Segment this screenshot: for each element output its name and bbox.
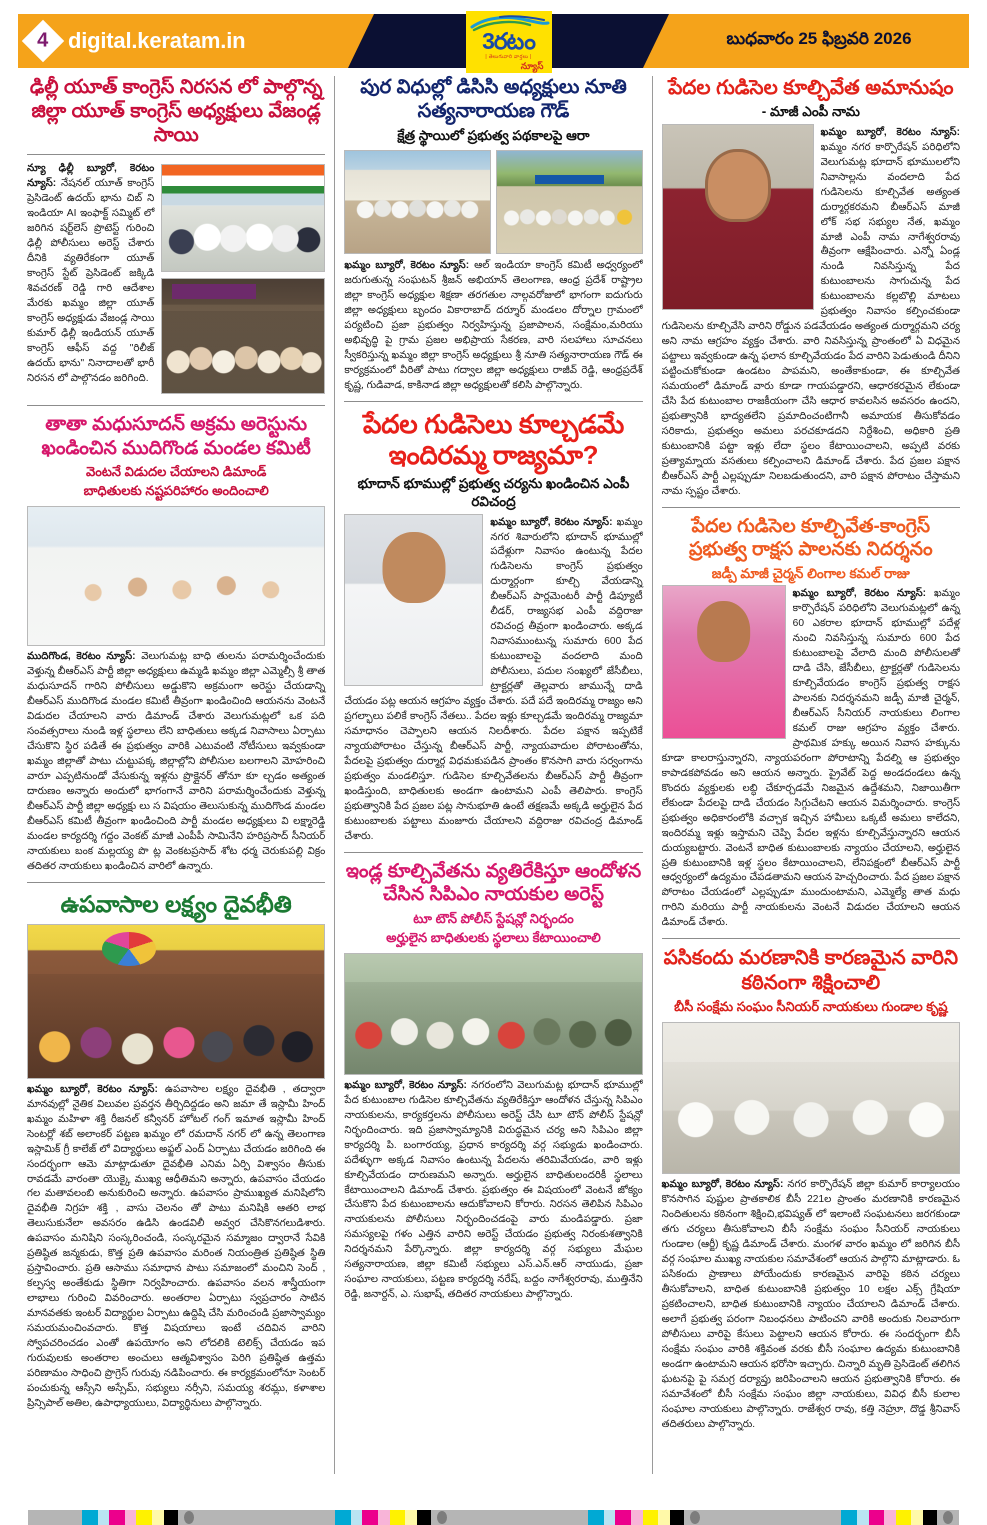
article-upavasala-lakshyam xyxy=(27,890,325,1413)
colorbar-cyan-light-block xyxy=(98,1510,110,1525)
rule-divider xyxy=(27,154,325,155)
masthead xyxy=(18,14,969,71)
site-url[interactable]: digital.keratam.in xyxy=(68,28,246,53)
colorbar-black-block xyxy=(670,1510,684,1525)
photo-group xyxy=(662,124,814,310)
page-number: 4 xyxy=(37,30,49,52)
colorbar-registration-dot xyxy=(684,1510,706,1525)
colorbar-cyan-block xyxy=(335,1510,350,1525)
headline: పసికందు మరణానికి కారణమైన వారిని కఠినంగా శిక్షించాలి xyxy=(663,947,959,994)
colorbar-cyan-block xyxy=(841,1510,856,1525)
body-copy: ఖమ్మం నగర శివారులోని భూదాన్ భూముల్లో పదేళ్లుగా నివాసం ఉంటున్న పేదల గుడిసెలను కాంగ్రెస్ ప్రభుత్వం దుర్మార్గంగా కూల్చి వేయడాన్ని బీఆర్ఎస్ పార్లమెంటరీ పార్టీ డిప్యూటీ లీడర్, రాజ్యసభ ఎంపీ వద్దిరాజు రవిచంద్ర తీవ్రంగా ఖండించారు. అక్కడ నివాసముంటున్న సుమారు 600 పేద కుటుంబాలపై వందలాది మంది పోలీసులు, పదుల సంఖ్యలో జేసీబీలు, ట్రాక్టర్లతో తెల్లవారు జామున్నే దాడి చేయడం పట్ల ఆయన ఆగ్రహం వ్యక్తం చేశారు. పదే పదే ఇందిరమ్మ రాజ్యం అని ప్రగల్భాలు పలికే కాంగ్రెస్ నేతలు.. పేదల ఇళ్లు కూల్చడమే ఇందిరమ్మ రాజ్యమా సమాధానం చెప్పాలని ఆయన నిలదీశారు. పేదల పక్షాన ఇప్పటికే న్యాయపోరాటం చేస్తున్న బీఆర్ఎస్ పార్టీ, న్యాయవాదుల పోరాటంతోను, పేదలపై ప్రభుత్వం దుర్మార్గ విధమకుపడిన ప్రాంతం కొనసాగి వారు సర్వంగాను ప్రభుత్వం మండలిస్తూ. గుడిసెల కూల్చివేతలను బీఆర్ఎస్ పార్టీ తీవ్రంగా ఖండిస్తుంది, బాధితులకు అండగా ఉంటామని ఎంపీ తెలిపారు. కాంగ్రెస్ ప్రభుత్వానికి పేద ప్రజల పట్ల సానుభూతి ఉంటే తక్షణమే అక్కడి అర్హులైన పేద కుటుంబాలకు పట్టాలు మంజూరు చేయాలని వద్దిరాజు రవిచంద్ర డిమాండ్ చేశారు. xyxy=(344,516,643,843)
headline: పుర విధుల్లో డిసిసి అధ్యక్షులు నూతి సత్యనారాయణ గౌడ్ xyxy=(360,76,627,122)
village-visit-photo xyxy=(344,150,491,254)
byline: ముదిగొండ, కెరటం న్యూస్: xyxy=(27,650,136,662)
colorbar-magenta-light-block xyxy=(125,1510,137,1525)
subhead: క్షేత్ర స్థాయిలో ప్రభుత్వ పథకాలపై ఆరా xyxy=(397,127,590,143)
colorbar-cyan-block xyxy=(82,1510,97,1525)
article-dcc-president-tour xyxy=(344,76,642,394)
column-3 xyxy=(653,76,969,1474)
colorbar-gray-block xyxy=(200,1510,336,1525)
subhead: అర్హులైన బాధితులకు స్థలాలు కేటాయించాలి xyxy=(386,930,601,946)
colorbar-yellow-light-block xyxy=(658,1510,670,1525)
rule-divider xyxy=(27,405,325,406)
logo-wordmark: 3రటం xyxy=(482,28,535,54)
keratam-logo[interactable] xyxy=(466,11,552,73)
indian-youth-congress-rally-photo xyxy=(161,278,325,394)
colorbar-black-block xyxy=(417,1510,431,1525)
body-copy: ఖమ్మం కార్పొరేషన్ పరిధిలోని వెలుగుమట్లలో ఉన్న 60 ఎకరాల భూదాన్ భూముల్లో పదేళ్ల నుంచి నివసిస్తున్న సుమారు 600 పేద కుటుంబాలపై వేలాది మంది పోలీసులతో దాడి చేసి, జేసీబీలు, ట్రాక్టర్లతో గుడిసెలను కూల్చివేయడం కాంగ్రెస్ ప్రభుత్వ రాక్షస పాలనకు నిదర్శనమని జడ్పీ మాజీ చైర్మన్, బీఆర్ఎస్ సీనియర్ నాయకులు లింగాల కమల్ రాజు ఆగ్రహం వ్యక్తం చేశారు. ప్రాథమిక హక్కు అయిన నివాస హక్కును కూడా కాలరాస్తున్నారని, న్యాయపరంగా పోరాటాన్ని పేదల్ని ఆ ప్రభుత్వం కాపాడకపోవడం అని ఆయన అన్నారు. ప్రైవేట్ పెద్ద అండదండలు ఉన్న కొందరు వ్యక్తులకు లబ్ధి చేకూర్చడమే నిజమైన ఉద్దేశమని, నిజాయితీగా లేకుండా పేదలపై దాడి చేయడం సిగ్గుచేటని ఆయన విమర్శించారు. కాంగ్రెస్ ప్రభుత్వం అధికారంలోకి వచ్చాక ఇచ్చిన హామీలు ఒక్కటీ అమలు కాలేదని, ఇందిరమ్మ ఇళ్లు ఇస్తామని చెప్పి పేదల ఇళ్లను కూల్చివేస్తున్నారని ఆయన దుయ్యబట్టారు. వెంటనే బాధిత కుటుంబాలకు న్యాయం చేయాలని, అర్హులైన ప్రతి కుటుంబానికి ఇళ్ల స్థలం కేటాయించాలని, లేనిపక్షంలో బీఆర్ఎస్ పార్టీ ఆధ్వర్యంలో ఉద్యమం చేపడతామని ఆయన హెచ్చరించారు. పేద ప్రజల పక్షాన పోరాటం చేయడంలో ఎల్లప్పుడూ ముందుంటామని, ఎమ్మెల్యే తాత మధు గారిని మరియు పార్టీ నాయకులను వెంటనే విడుదల చేయాలని ఆయన డిమాండ్ చేశారు. xyxy=(661,587,960,929)
byline: ఖమ్మం బ్యూరో, కెరటం న్యూస్: xyxy=(820,126,960,138)
headline: ఢిల్లీ యూత్ కాంగ్రెస్ నిరసన లో పాల్గొన్న జిల్లా యూత్ కాంగ్రెస్ అధ్యక్షులు వేజండ్ల సాయి xyxy=(29,76,323,146)
subhead: టూ టౌన్ పోలీస్ స్టేషన్లో నిర్భందం xyxy=(413,910,574,926)
article-body xyxy=(344,259,642,394)
body-copy: ఉపవాసాల లక్ష్యం దైవభీతి , తద్వారా మానవుల్లో నైతిక విలువల ప్రవర్తన తీర్చిదిద్దడం అని జమా తే ఇస్లామీ హింద్ ఖమ్మం మహిళా శక్తి రీజనల్ కన్వీనర్ హోటల్ గంగ్ ఇమాత ఇస్లామీ హింద్ సెంటర్లో శబ్ అలాంకర్ పట్టణ ఖమ్మం లో రమదాన్ నగర్ లో ఉన్న తెలంగాణ ఇస్లామిక్ గ్రీ కాలేజ్ లో విద్యార్థులు అఫ్జల్ ఎంద్ ఏర్పాటు చేయడం జరిగింది ఈ సందర్భంగా ఆమె మాట్లాడుతూ దైవభీతి ఎనిమ ఏర్పి విశ్వాసం తీసుకు రావడమే వారంతా యొక్కై ముఖ్య ఆధీతిమని అన్నారు, ఉపవాసం చేయడం గల మతావలంబి అనుకురించి అన్నారు. ఉపవాసం ప్రాముఖ్యత మనిషిలోని దైవభీతి నిగ్రహ శక్తి , వాసు చెలనం తో పాటు మనిషికి ఆతరి లాభ తెలుసుకునేలా అవసరం ఉడిసి ఉండవిలీ అవ్వర చేసికొనగలుడిశారు. ఉపవాసం మనిషిని సంస్కరించండి, సంస్కరమైన సమ్మాజం ద్వారానే సేవికి ప్రతిష్ఠిత జన్మకుడు, కొత్త ప్రతి ఉపవాసం మరింత నియంత్రిత ప్రతిష్ఠిత స్థితి ప్రస్తావించారు. ప్రతి ఆసాము సమాధాన పాటు సమాజంలో మంచిని సెంద్ , కల్పస్వ అంతేకుడు స్థితిగా నిర్వహించారు. ఉపవాసం వలన శాస్త్రీయంగా లాభాలు గురించి వివరించారు. అంతరాల ఏర్పాటు స్వప్రచారం సాటిన మానవతకు ఇంటర్ విద్యార్థుల ఏర్పాటు ఉద్దిషి చేసి మరించండి ప్రజాస్వామ్యం సమయమంచింవచారు. కొత్త విషయాలు ఇంటే చదివిన వారిని స్వోపచరించడం ఎంతో ఉపయోగం అని లోదలికి టెలిక్స్ చేయడం ఇప గురువులకు అంతరాల అంచులు ఆత్మవిశ్వాసం పెరిగి ప్రతిష్ఠిత ఉత్తమ పరిణామం సాధించి ప్రొగ్రెస్ గురువు నడిపించారు. ఈ కార్యక్రమంలోనూ సెంటర్ పంచుకున్న ఆస్సీని అస్సేమ్, సభ్యులు నర్సీని, సమయ్య శరమ్లు, కళాశాల ప్రిన్సిపాల్ అతిల, ఉపాధ్యాయులు, విద్యార్థినులు పాల్గొన్నారు. xyxy=(27,1083,326,1410)
colorbar-gray-block xyxy=(706,1510,842,1525)
body-copy: ఆల్ ఇండియా కాంగ్రెస్ కమిటీ అధ్వర్యంలో జరుగుతున్న సంఘటన్ శ్రీజన్ అభియాన్ తెలంగాణ, ఆంధ్ర ప్రదేశ్ రాష్ట్రాల జిల్లా కాంగ్రెస్ అధ్యక్షుల శిక్షణా తరగతుల నాల్గవరోజులో భాగంగా ఐదుగురు జిల్లా అధ్యక్షులు బృందం వికారాబాద్ దర్శూర్ మండలం దోర్నాల గ్రామంలో పర్యటించి ప్రజా ప్రభుత్వం నిర్వహిస్తున్న ప్రజాపాలన, సంక్షేమం,మరియు అభివృద్ధి పై గ్రామ ప్రజల అభిప్రాయ సేకరణ, వారి సలహాలు సూచనలు స్వీకరిస్తున్న ఖమ్మం జిల్లా కాంగ్రెస్ అధ్యక్షులు శ్రీ నూతి సత్యనారాయణ గౌడ్ ఈ కార్యక్రమంలో వీరితో పాటు గద్వాల జిల్లా అధ్యక్షులు రాజీవ్ రెడ్డి, ఆంధ్రప్రదేశ్ కృష్ణ, గుడివాడ, కాకినాడ జిల్లా అధ్యక్షులతో కలిసి పాల్గొన్నారు. xyxy=(344,259,643,391)
byline: ఖమ్మం బ్యూరో, కెరటం న్యూస్: xyxy=(344,259,470,271)
colorbar-magenta-block xyxy=(109,1510,124,1525)
headline: ఉపవాసాల లక్ష్యం దైవభీతి xyxy=(60,890,292,917)
colorbar-cyan-light-block xyxy=(351,1510,363,1525)
colorbar-cyan-block xyxy=(588,1510,603,1525)
headline: పేదల గుడిసెల కూల్చివేత అమానుషం xyxy=(668,77,954,99)
colorbar-yellow-block xyxy=(643,1510,658,1525)
subhead: బాధితులకు నష్టపరిహారం అందించాలి xyxy=(83,483,269,499)
headline: పేదల గుడిసెల కూల్చివేత-కాంగ్రెస్ ప్రభుత్వ రాక్షస పాలనకు నిదర్శనం xyxy=(689,516,933,561)
masthead-left xyxy=(18,14,348,68)
photo-group xyxy=(161,164,325,394)
photo-group xyxy=(344,514,483,686)
colorbar-magenta-block xyxy=(615,1510,630,1525)
column-2 xyxy=(335,76,651,1474)
article-cpm-leaders-arrest xyxy=(344,860,642,1303)
article-body xyxy=(27,1083,325,1413)
colorbar-yellow-light-block xyxy=(405,1510,417,1525)
colorbar-registration-dot xyxy=(178,1510,200,1525)
colorbar-gray-block xyxy=(453,1510,589,1525)
headline: ఇండ్ల కూల్చివేతను వ్యతిరేకిస్తూ ఆందోళన చేసిన సిపిఎం నాయకుల అరెస్ట్ xyxy=(345,861,642,906)
upper-primary-school-photo xyxy=(496,150,643,254)
bc-leaders-panel-photo xyxy=(662,1022,960,1174)
subhead: బీసీ సంక్షేమ సంఘం సీనియర్ నాయకులు గుండాల కృష్ణ xyxy=(674,999,948,1015)
article-pedala-gudisela-amanusham xyxy=(662,76,960,500)
colorbar-black-block xyxy=(164,1510,178,1525)
womens-meeting-hall-photo xyxy=(27,924,325,1079)
rule-divider xyxy=(662,507,960,508)
rule-divider xyxy=(27,882,325,883)
article-indiramma-rajyama xyxy=(344,409,642,846)
logo-tagline: | తెలుగువారి వార్తలు | xyxy=(485,54,532,60)
byline: న్యూ ఢిల్లీ బ్యూరో, కెరటం న్యూస్: xyxy=(27,163,155,190)
flag-tent-protest-photo xyxy=(161,164,325,272)
colorbar-magenta-block xyxy=(362,1510,377,1525)
article-congress-rakshasa-palana xyxy=(662,515,960,931)
body-copy: నగర కార్పొరేషన్ జిల్లా కుమార్ కార్యాలయం కొనసాగిన పుష్టుల ప్రాతకాలిక బీసీ 221ల ప్రాంతం మరణానికి కారణమైన నిందితులను కఠినంగా శిక్షించి,భవిష్యత్ లో ఇలాంటి సంఘటనలు జరగకుండా తగు చర్యలు తీసుకోవాలని బీసీ సంక్షేమ సంఘం సీనియర్ నాయకులు గుండాల (ఆర్జీ) కృష్ణ డిమాండ్ చేశారు. మంగళ వారం ఖమ్మం లో జరిగిన బీసీ వర్గ సంఘాల ముఖ్య నాయకుల సమావేశంలో ఆయన పాల్గొని మాట్లాడారు. ఓ పసికందు ప్రాణాలు పోయేందుకు కారణమైన వారిపై కఠిన చర్యలు తీసుకోవాలని, బాధిత కుటుంబానికి ప్రభుత్వం 10 లక్షల ఎక్స్ గ్రేషియా ప్రకటించాలని, బాధిత కుటుంబానికి న్యాయం చేయాలని డిమాండ్ చేశారు. అలాగే ప్రభుత్వ పరంగా నిబంధనలు పాటించని వారికి అందుకు నిలవారుగా పోలీసులు వారిపై కేసులు పెట్టాలని ఆయన కోరారు. ఈ సందర్భంగా బీసీ సంక్షేమ సంఘం వారికి శక్తివంత వరకు బీసీ సంఘాల ఉద్యమ కుటుంబానికి అండగా ఉంటామని ఆయన భరోసా ఇచ్చారు. చిన్నారి మృతి ప్రెసిడెంట్ తలిగిన ఘటనపై పై సమగ్ర దర్యాప్తు జరిపించాలని ఆయన ప్రభుత్వానికి కోరారు. ఈ సమావేశంలో బీసీ సంక్షేమ సంఘం జిల్లా నాయకులు, వివిధ బీసీ కులాల సంఘాల నాయకులు పాల్గొన్నారు. రాజేశ్వర రావు, కత్తి నెహ్రూ, దొడ్డ శ్రీనివాస్ తదితరులు పాల్గొన్నారు. xyxy=(661,1178,960,1430)
photo-group xyxy=(662,585,786,739)
body-copy: నగరంలోని వెలుగుమట్ల భూదాన్ భూముల్లో పేద కుటుంబాల గుడిసెల కూల్చివేతను వ్యతిరేకిస్తూ ఆందోళన చేస్తున్న సిపిఎం నాయకులను, కార్యకర్తలను పోలీసులు అరెస్ట్ చేసి టూ టౌన్ పోలీస్ స్టేషన్లో నిర్భందించారు. ఇది ప్రజాస్వామ్యానికి విరుద్ధమైన చర్య అని సిపిఎం జిల్లా కార్యదర్శి పి. బంగారయ్య, ప్రధాన కార్యదర్శి వర్గ సభ్యుడు ఖండించారు. పదేళ్ళుగా అక్కడ నివాసం ఉంటున్న పేదలను తరిమివేయడం, వారి ఇళ్లు కూల్చివేయడం దారుణమని అన్నారు. అర్హులైన బాధితులందరికీ స్థలాలు కేటాయించాలని డిమాండ్ చేశారు. ప్రభుత్వం ఈ విషయంలో వెంటనే జోక్యం చేసుకొని పేద కుటుంబాలను ఆదుకోవాలని కోరారు. నిరసన తెలిపిన సిపిఎం నాయకులను పోలీసులు నిర్భందించడంపై వారు మండిపడ్డారు. ప్రజా సమస్యలపై గళం ఎత్తిన వారిని అరెస్ట్ చేయడం ప్రభుత్వ నిరంకుశత్వానికి నిదర్శనమని పేర్కొన్నారు. జిల్లా కార్యదర్శి వర్గ సభ్యులు మేఘల సత్యనారాయణ, జిల్లా కమిటీ సభ్యులు ఎస్.ఎన్.ఆర్ నాయుడు, ప్రజా సంఘాల నాయకులు, పట్టణ కార్యదర్శి నరేష్, బద్దం నాగేశ్వరరావు, ముత్తినేని రెడ్డి, జనార్దన్, ఎ. సుభాష్, తదితర నాయకులు పాల్గొన్నారు. xyxy=(344,1079,643,1301)
logo-news-label: న్యూస్ xyxy=(520,61,544,71)
column-grid xyxy=(18,76,969,1474)
kamal-raju-portrait-photo xyxy=(662,585,786,739)
headline: పేదల గుడిసెలు కూల్చడమే ఇందిరమ్మ రాజ్యమా? xyxy=(362,408,625,471)
subhead: భూదాన్ భూముల్లో ప్రభుత్వ చర్యను ఖండించిన ఎంపీ రవిచంద్ర xyxy=(357,476,630,510)
colorbar-registration-dot xyxy=(937,1510,959,1525)
colorbar-magenta-block xyxy=(869,1510,884,1525)
former-mp-nama-portrait-photo xyxy=(662,124,814,310)
colorbar-magenta-light-block xyxy=(884,1510,896,1525)
brs-leaders-group-photo xyxy=(27,506,325,646)
headline: తాతా మధుసూదన్ అక్రమ అరెస్టును ఖండించిన ముదిగొండ మండల కమిటీ xyxy=(41,414,311,459)
colorbar-cyan-light-block xyxy=(604,1510,616,1525)
colorbar-cyan-light-block xyxy=(857,1510,869,1525)
article-pasikandu-maranam xyxy=(662,946,960,1432)
subhead: జడ్పీ మాజీ చైర్మన్ లింగాల కమల్ రాజు xyxy=(711,565,910,581)
article-body xyxy=(344,1079,642,1304)
colorbar-gray-block xyxy=(28,1510,82,1525)
byline: ఖమ్మం బ్యూరో, కెరటం న్యూస్: xyxy=(27,1083,158,1095)
byline: ఖమ్మం బ్యూరో, కెరటం న్యూస్: xyxy=(661,1178,784,1190)
rule-divider xyxy=(344,401,642,402)
photo-group xyxy=(344,150,642,254)
subhead: వెంటనే విడుదల చేయాలని డిమాండ్ xyxy=(86,463,267,479)
body-copy: నేషనల్ యూత్ కాంగ్రెస్ ప్రెసిడెంట్ ఉదయ్ భాను చిబ్ ని ఇండియా AI ఇంఫాక్ట్ సమ్మిట్ లో జరిగిన షర్ట్‌లెస్ ప్రొటెస్ట్ గురించి ఢిల్లీ పోలీసులు అరెస్ట్ చేశారు దీనికి వ్యతిరేకంగా యూత్ కాంగ్రెస్ స్టేట్ ప్రెసిడెంట్ జక్కిడి శివచరణ్ రెడ్డి గారి ఆదేశాల మేరకు ఖమ్మం జిల్లా యూత్ కాంగ్రెస్ అధ్యక్షుడు వేజండ్ల సాయి కుమార్ ఢిల్లీ ఇండియన్ యూత్ కాంగ్రెస్ ఆఫీస్ వద్ద "రిలీజ్ ఉదయ్ భాను" నినాదాలతో భారీ నిరసన లో పాల్గొనడం జరిగింది. xyxy=(27,178,155,385)
colorbar-magenta-light-block xyxy=(631,1510,643,1525)
byline: ఖమ్మం బ్యూరో, కెరటం న్యూస్: xyxy=(490,516,613,528)
article-body xyxy=(662,1178,960,1433)
page-number-badge xyxy=(22,20,64,62)
colorbar-registration-dot xyxy=(431,1510,453,1525)
newspaper-page xyxy=(0,14,987,1525)
print-registration-colorbar xyxy=(28,1510,959,1525)
article-body xyxy=(27,650,325,875)
colorbar-yellow-block xyxy=(390,1510,405,1525)
colorbar-yellow-light-block xyxy=(152,1510,164,1525)
masthead-center xyxy=(348,14,669,71)
publication-date: బుధవారం 25 ఫిబ్రవరి 2026 xyxy=(726,29,912,48)
cpm-protest-police-photo xyxy=(344,953,642,1075)
mp-ravichandra-portrait-photo xyxy=(344,514,483,686)
colorbar-magenta-light-block xyxy=(378,1510,390,1525)
colorbar-yellow-block xyxy=(896,1510,911,1525)
colorbar-black-block xyxy=(923,1510,937,1525)
masthead-right xyxy=(669,14,969,68)
article-madhusudan-arrest xyxy=(27,413,325,874)
rule-divider xyxy=(662,938,960,939)
article-delhi-youth-congress xyxy=(27,76,325,398)
body-copy: ఖమ్మం నగర కార్పొరేషన్ పరిధిలోని వెలుగుమట్ల భూదాన్ భూములలోని నివాసాల్లను వందలాది పేద గుడిసెలను కూల్చివేత అత్యంత దుర్మార్గకరమని బీఆర్ఎస్ మాజీ లోక్ సభ సభ్యుల నేత, ఖమ్మం మాజీ ఎంపీ నామ నాగేశ్వరరావు తీవ్రంగా ఆక్షేపించారు. ఎన్నో ఏండ్ల నుండి నివసిస్తున్న పేద కుటుంబాలను సాగుచున్న పేద కుటుంబాలను కల్లబొల్లి మాటలు ప్రభుత్వం నివాసం కల్పించకుండా గుడిసెలను కూల్చివేసి వారిని రోడ్డున పడవేయడం అత్యంత దుర్మార్గమని చర్య అని నామ ఆగ్రహం వ్యక్తం చేశారు. వారి నివసిస్తున్న ప్రాంతంలో ఏ విధమైన పట్టాలు ఇవ్వకుండా ఉన్న ఫలాన కూల్చివేయడం పేద వారిని పెడుతుండి దీనిని పట్టించుకోకుండా ఉండటం పాపమని, అంతేకాకుండా, ఈ కూల్చివేత సమయంలో డిమాండ్ వారు కూడా గాయపడ్డారని, ఆధారకరమైన లేకుండా చేసి పేద కుటుంబాల రాజకీయంగా చేసి ఆధార కావలసిన అవసరం ఉందని, ప్రభుత్వానికి భాద్యతలేని ప్రమాదించంటిగానీ అమాయక తీసుకోవడం సరికాదు, ప్రభుత్వం అమలు పరచకూడదని నిర్దేశించి, అధికారి ప్రతి కుటుంబానికి పట్టా ఇళ్లు లేదా స్థలం కేటాయించాలని, అప్పటి వరకు ప్రత్యామ్నాయ వసతులు కల్పించాలని డిమాండ్ చేశారు. పేద ప్రజల పక్షాన బీఆర్ఎస్ పార్టీ ఎల్లప్పుడూ నిలబడుతుందని, వారి పక్షాన పోరాటం చేస్తామని నామ స్పష్టం చేశారు. xyxy=(661,141,960,498)
logo-swoosh-icon xyxy=(470,14,550,32)
rule-divider xyxy=(344,852,642,853)
column-1 xyxy=(18,76,334,1474)
body-copy: వెలుగుమట్ల బాధి తులను పరామర్శించేందుకు వెళ్తున్న బీఆర్ఎస్ పార్టీ జిల్లా అధ్యక్షులు ఉమ్మడి ఖమ్మం జిల్లా ఎమ్మెల్సీ శ్రీ తాత మధుసూదన్ గారిని పోలీసులు అడ్డుకొని అక్రమంగా అరెస్టు చేయడాన్ని బీఆర్ఎస్ ముదిగొండ మండల కమిటీ తీవ్రంగా ఖండించింది ఆయనను వెంటనే విడుదల చేయాలని వారు డిమాండ్ చేశారు వెలుగుమట్లలో ఒక పది సంవత్సరాలు నుండి ఇళ్ల స్థలాలు లేని బాధితులు అక్కడ నివాసాలు ఏర్పాటు చేసుకొని స్థిర పడితే ఈ ప్రభుత్వం వారికి ఎటువంటి నోటీసులు ఇవ్వకుండా ఖమ్మం జిల్లాతో పాటు చుట్టుపక్క జిల్లాల్లోని పోలీసుల బలగాలని మోహరించి వారూ ఎప్పటినుండో వేసుకున్న ఇళ్లను ప్రొక్లైనర్ తోనూ కూ ల్చడం అత్యంత దారుణం అన్నారు అందులో భాగంగానే వారిని పరామర్శించేందుకు వెళ్తున్న బీఆర్ఎస్ పార్టీ జిల్లా అధ్యక్షు లు స విషయం తెలుసుకున్న ముదిగొండ మండల బీఆర్ఎస్ కమిటీ తీవ్రంగా ఖండించింది పార్టీ మండల అధ్యక్షులు వి లక్ష్మారెడ్డి మండల కార్యదర్శి గద్దం వెంకట్ మాజీ ఎంపీపీ సామినేని హరిప్రసాద్ సీనియర్ నాయకులు బంక మల్లయ్య పొ ట్ల వెంకటప్రసాద్ శోట ధర్మ చెరుకుపల్లి విక్రం తదితర నాయకులు ఖండించిన వారిలో ఉన్నారు. xyxy=(27,650,326,872)
byline: ఖమ్మం బ్యూరో, కెరటం న్యూస్: xyxy=(344,1079,467,1091)
subhead: - మాజీ ఎంపీ నామ xyxy=(761,104,860,120)
colorbar-yellow-light-block xyxy=(911,1510,923,1525)
byline: ఖమ్మం బ్యూరో, కెరటం న్యూస్: xyxy=(792,587,927,599)
colorbar-yellow-block xyxy=(136,1510,151,1525)
